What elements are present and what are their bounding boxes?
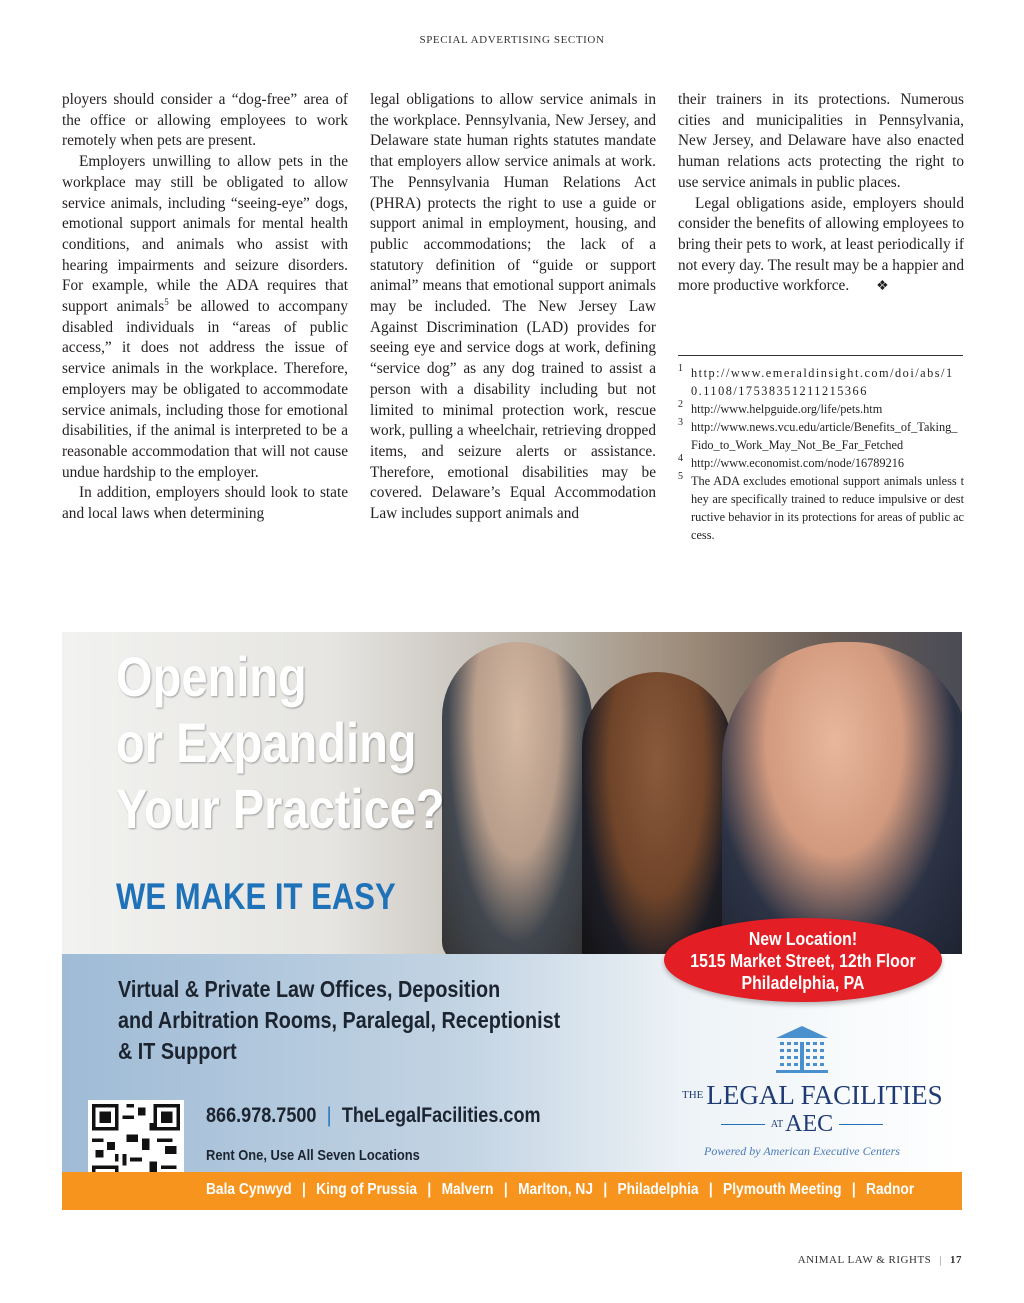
logo-name-text: LEGAL FACILITIES [706, 1080, 943, 1110]
services-list [118, 974, 634, 1067]
website-link[interactable]: TheLegalFacilities.com [341, 1104, 541, 1127]
location-separator: | [503, 1181, 508, 1198]
paragraph-text: Legal obligations aside, employers should consider the benefits of allowing employees to bring their pets to work, at least periodically if not every day. The result may be a happier and more productive workforce. [678, 194, 964, 295]
powered-by: Powered by American Executive Centers [704, 1144, 900, 1158]
legal-facilities-logo [682, 1024, 943, 1159]
article-column-1 [62, 90, 348, 525]
location-separator: | [301, 1181, 306, 1198]
logo-at: AT [770, 1119, 784, 1130]
footer-divider: | [939, 1254, 942, 1266]
advertisement[interactable] [62, 632, 962, 1210]
footnote-link[interactable]: http://www.news.vcu.edu/article/Benefits_of_Taking_Fido_to_Work_May_Not_Be_Far_Fetched [691, 420, 958, 452]
location-separator: | [603, 1181, 608, 1198]
footnote-text: The ADA excludes emotional support animals unless they are specifically trained to reduce impulsive or destructive behavior in its protections for areas of public access. [691, 474, 964, 542]
footnotes [678, 364, 964, 544]
location-item: Bala Cynwyd [206, 1181, 292, 1198]
footnote-number: 5 [678, 471, 683, 482]
services-line: Virtual & Private Law Offices, Deposition [118, 976, 501, 1002]
new-location-badge [664, 918, 942, 1002]
paragraph: their trainers in its protections. Numerous cities and municipalities in Pennsylvania, New Jersey, and Delaware have also enacted human relations acts protecting the right to use service animals in public places. [678, 91, 964, 191]
badge-line: New Location! [748, 929, 858, 949]
article-column-3 [678, 90, 964, 298]
article-column-2 [370, 90, 656, 525]
footnote-number: 2 [678, 399, 683, 410]
person-figure [442, 642, 592, 962]
section-header: SPECIAL ADVERTISING SECTION [419, 34, 605, 46]
paragraph [678, 194, 964, 299]
page-footer [798, 1254, 962, 1266]
rent-slogan: Rent One, Use All Seven Locations [206, 1147, 420, 1164]
publication-name: ANIMAL LAW & RIGHTS [797, 1254, 932, 1266]
services-line: & IT Support [118, 1038, 237, 1064]
paw-end-mark-icon: ❖ [876, 279, 889, 295]
logo-wordmark [682, 1080, 943, 1111]
logo-aec: AEC [785, 1111, 834, 1137]
location-item: Malvern [441, 1181, 494, 1198]
location-separator: | [427, 1181, 432, 1198]
headline-line: Your Practice? [116, 777, 445, 840]
location-item: Radnor [866, 1181, 915, 1198]
footnote-ref: 5 [164, 296, 169, 307]
footnote [678, 454, 964, 472]
location-separator: | [708, 1181, 713, 1198]
paragraph: In addition, employers should look to state and local laws when determining [62, 484, 348, 523]
phone-number[interactable]: 866.978.7500 [206, 1104, 317, 1127]
location-separator: | [851, 1181, 856, 1198]
paragraph [62, 152, 348, 483]
headline-line: or Expanding [116, 711, 417, 774]
locations-list [206, 1181, 914, 1199]
footnote-link[interactable]: http://www.economist.com/node/16789216 [691, 456, 905, 470]
logo-aec-line [682, 1111, 922, 1138]
paragraph-text: be allowed to accompany disabled individuals in “areas of public access,” it does not address the issue of service animals in the workplace. Therefore, employers may be obligated to accommodate service animals, including those for emotional disabilities, if the animal is interpreted to be a reasonable accommodation that will not cause undue hardship to the employer. [62, 298, 348, 481]
footnote [678, 472, 964, 544]
paragraph: ployers should consider a “dog-free” area of the office or allowing employees to work remotely when pets are present. [62, 91, 348, 150]
footnote-link[interactable]: http://www.emeraldinsight.com/doi/abs/10.1108/17538351211215366 [691, 366, 954, 398]
badge-line: 1515 Market Street, 12th Floor [690, 951, 916, 971]
headline-line: Opening [116, 645, 307, 708]
ad-tagline: WE MAKE IT EASY [116, 876, 396, 917]
footnote-number: 3 [678, 417, 683, 428]
logo-the: THE [682, 1089, 704, 1101]
footnote-link[interactable]: http://www.helpguide.org/life/pets.htm [691, 402, 883, 416]
page-number: 17 [950, 1254, 962, 1266]
paragraph-text: Employers unwilling to allow pets in the workplace may still be obligated to allow service animals, including “seeing-eye” dogs, emotional support animals for mental health conditions, and animals who assist with hearing impairments and seizure disorders. For example, while the ADA requires that support animals [62, 153, 348, 316]
location-item: King of Prussia [316, 1181, 418, 1198]
paragraph: legal obligations to allow service animals in the workplace. Pennsylvania, New Jersey, and Delaware state human rights statutes mandate that employers allow service animals at work. The Pennsylvania Human Relations Act (PHRA) protects the right to use a guide or support animal in employment, housing, and public accommodations; the lack of a statutory definition of “guide or support animal” means that emotional support animals may be included. The New Jersey Law Against Discrimination (LAD) provides for seeing eye and service dogs at work, defining “service dog” as any dog trained to assist a person with a disability including but not limited to minimal protection work, rescue work, pulling a wheelchair, retrieving dropped items, and seizure alerts or assistance. Therefore, emotional disabilities may be covered. Delaware’s Equal Accommodation Law includes support animals and [370, 91, 656, 523]
ad-headline [116, 644, 445, 842]
building-icon [772, 1024, 832, 1076]
separator: | [326, 1104, 332, 1127]
location-item: Plymouth Meeting [723, 1181, 842, 1198]
footnote-number: 4 [678, 453, 683, 464]
location-item: Marlton, NJ [518, 1181, 593, 1198]
person-figure [582, 672, 732, 972]
footnote [678, 400, 964, 418]
footnote [678, 364, 964, 400]
services-line: and Arbitration Rooms, Paralegal, Receptionist [118, 1007, 561, 1033]
footnote [678, 418, 964, 454]
logo-rule [721, 1124, 765, 1126]
footnote-number: 1 [678, 363, 683, 374]
logo-rule [839, 1124, 883, 1126]
badge-line: Philadelphia, PA [741, 973, 865, 993]
footnote-divider [678, 355, 963, 356]
contact-line [206, 1104, 541, 1128]
location-item: Philadelphia [617, 1181, 699, 1198]
